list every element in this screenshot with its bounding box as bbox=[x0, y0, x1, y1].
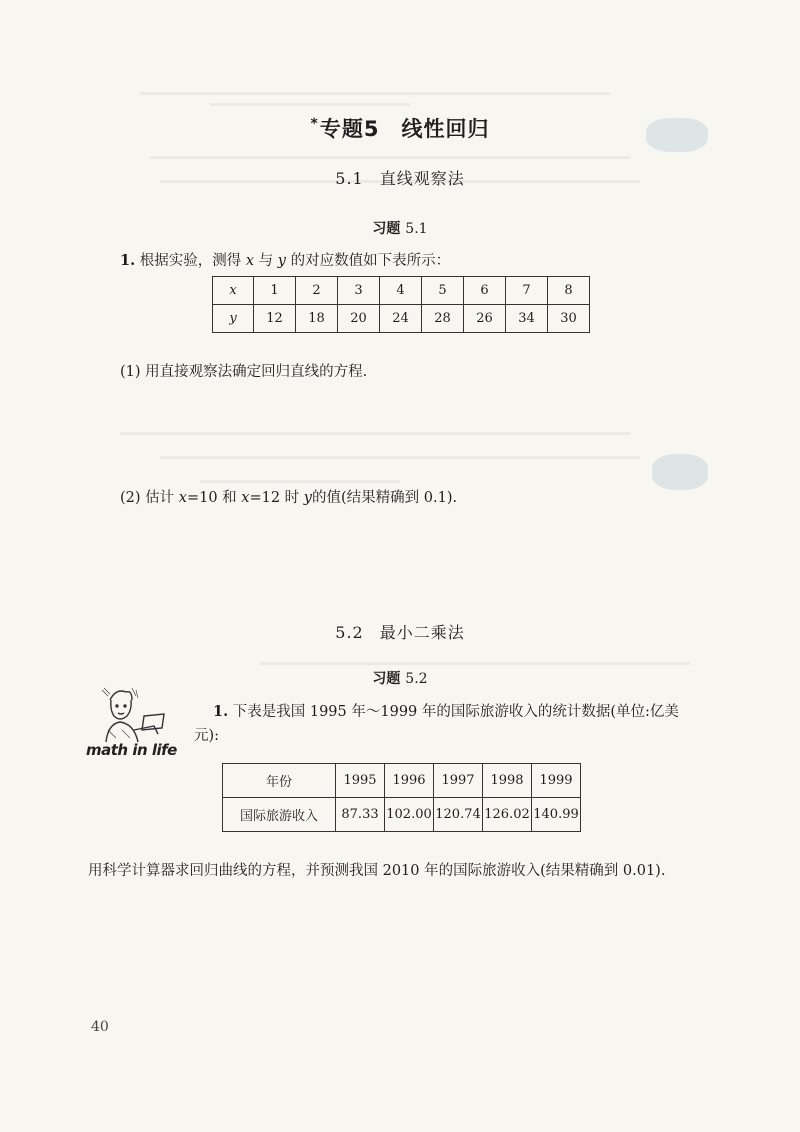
bleed-through-line bbox=[150, 156, 630, 159]
table-cell: 140.99 bbox=[532, 798, 581, 832]
exercise-title-5-1 bbox=[0, 218, 800, 238]
table-cell: 8 bbox=[548, 277, 590, 305]
exercise-number: 5.2 bbox=[405, 671, 428, 687]
section-number: 5.1 bbox=[335, 169, 364, 188]
problem-number: 1. bbox=[213, 703, 229, 720]
problem-text: 与 bbox=[258, 253, 274, 269]
table-row bbox=[213, 277, 590, 305]
table-cell: 3 bbox=[338, 277, 380, 305]
question-text: =10 和 bbox=[186, 490, 237, 506]
question-1: (1) 用直接观察法确定回归直线的方程. bbox=[120, 364, 368, 380]
section-title-text: 直线观察法 bbox=[379, 169, 465, 188]
problem-text: 下表是我国 1995 年～1999 年的国际旅游收入的统计数据(单位:亿美 bbox=[232, 704, 679, 720]
table-cell: 30 bbox=[548, 305, 590, 333]
var-y: y bbox=[303, 490, 312, 506]
table-cell: 12 bbox=[254, 305, 296, 333]
table-cell: 28 bbox=[422, 305, 464, 333]
section-title-5-1 bbox=[0, 166, 800, 189]
table-cell: 1998 bbox=[483, 764, 532, 798]
table-cell: 87.33 bbox=[336, 798, 385, 832]
table-row bbox=[223, 764, 581, 798]
table-cell: 1999 bbox=[532, 764, 581, 798]
section-title-text: 最小二乘法 bbox=[379, 623, 465, 642]
var-y: y bbox=[277, 253, 286, 269]
section-title-5-2 bbox=[0, 620, 800, 643]
math-in-life-illustration bbox=[92, 686, 172, 744]
task-statement: 用科学计算器求回归曲线的方程，并预测我国 2010 年的国际旅游收入(结果精确到 0.01). bbox=[88, 863, 666, 879]
problem-2-line1 bbox=[213, 701, 679, 723]
question-text: =12 时 bbox=[249, 490, 300, 506]
table-cell: 1995 bbox=[336, 764, 385, 798]
table-cell: 1996 bbox=[385, 764, 434, 798]
exercise-label: 习题 bbox=[372, 221, 401, 237]
bleed-through-line bbox=[140, 92, 610, 95]
bleed-through-line bbox=[210, 103, 410, 106]
problem-2-line2: 元): bbox=[194, 728, 220, 744]
question-2 bbox=[120, 487, 457, 509]
table-cell: 7 bbox=[506, 277, 548, 305]
table-row bbox=[213, 305, 590, 333]
var-x: x bbox=[245, 253, 255, 269]
table-cell: 126.02 bbox=[483, 798, 532, 832]
table-cell: 1 bbox=[254, 277, 296, 305]
table-cell: 5 bbox=[422, 277, 464, 305]
table-cell: 18 bbox=[296, 305, 338, 333]
table-cell: 120.74 bbox=[434, 798, 483, 832]
bleed-through-line bbox=[200, 480, 400, 483]
bleed-through-line bbox=[120, 432, 630, 435]
bleed-through-line bbox=[160, 456, 640, 459]
section-number: 5.2 bbox=[335, 623, 364, 642]
chapter-star: * bbox=[310, 116, 319, 132]
table-row bbox=[223, 798, 581, 832]
problem-number: 1. bbox=[120, 252, 136, 269]
question-text: 的值(结果精确到 0.1). bbox=[312, 490, 458, 506]
bleed-through-line bbox=[260, 662, 690, 665]
problem-text: 的对应数值如下表所示： bbox=[290, 253, 451, 269]
bleed-through-figure bbox=[652, 454, 708, 490]
table-cell: 102.00 bbox=[385, 798, 434, 832]
table-cell: 1997 bbox=[434, 764, 483, 798]
row-header: 年份 bbox=[223, 764, 336, 798]
row-header: x bbox=[213, 277, 254, 305]
table-cell: 6 bbox=[464, 277, 506, 305]
table-cell: 34 bbox=[506, 305, 548, 333]
var-x: x bbox=[178, 490, 187, 506]
math-in-life-logo: math in life bbox=[86, 741, 177, 759]
chapter-title-text: 专题5 线性回归 bbox=[319, 117, 490, 141]
problem-1-statement bbox=[120, 250, 450, 272]
question-text: (2) 估计 bbox=[120, 490, 175, 506]
row-header: y bbox=[213, 305, 254, 333]
var-x: x bbox=[241, 490, 250, 506]
tourism-income-table bbox=[222, 763, 581, 832]
table-cell: 20 bbox=[338, 305, 380, 333]
row-header: 国际旅游收入 bbox=[223, 798, 336, 832]
chapter-title bbox=[0, 113, 800, 143]
exercise-title-5-2 bbox=[0, 668, 800, 688]
table-cell: 26 bbox=[464, 305, 506, 333]
exercise-label: 习题 bbox=[372, 671, 401, 687]
exercise-number: 5.1 bbox=[405, 221, 428, 237]
table-cell: 2 bbox=[296, 277, 338, 305]
table-cell: 4 bbox=[380, 277, 422, 305]
page-number: 40 bbox=[91, 1019, 109, 1035]
table-cell: 24 bbox=[380, 305, 422, 333]
xy-data-table bbox=[212, 276, 590, 333]
problem-text: 根据实验，测得 bbox=[139, 253, 242, 269]
